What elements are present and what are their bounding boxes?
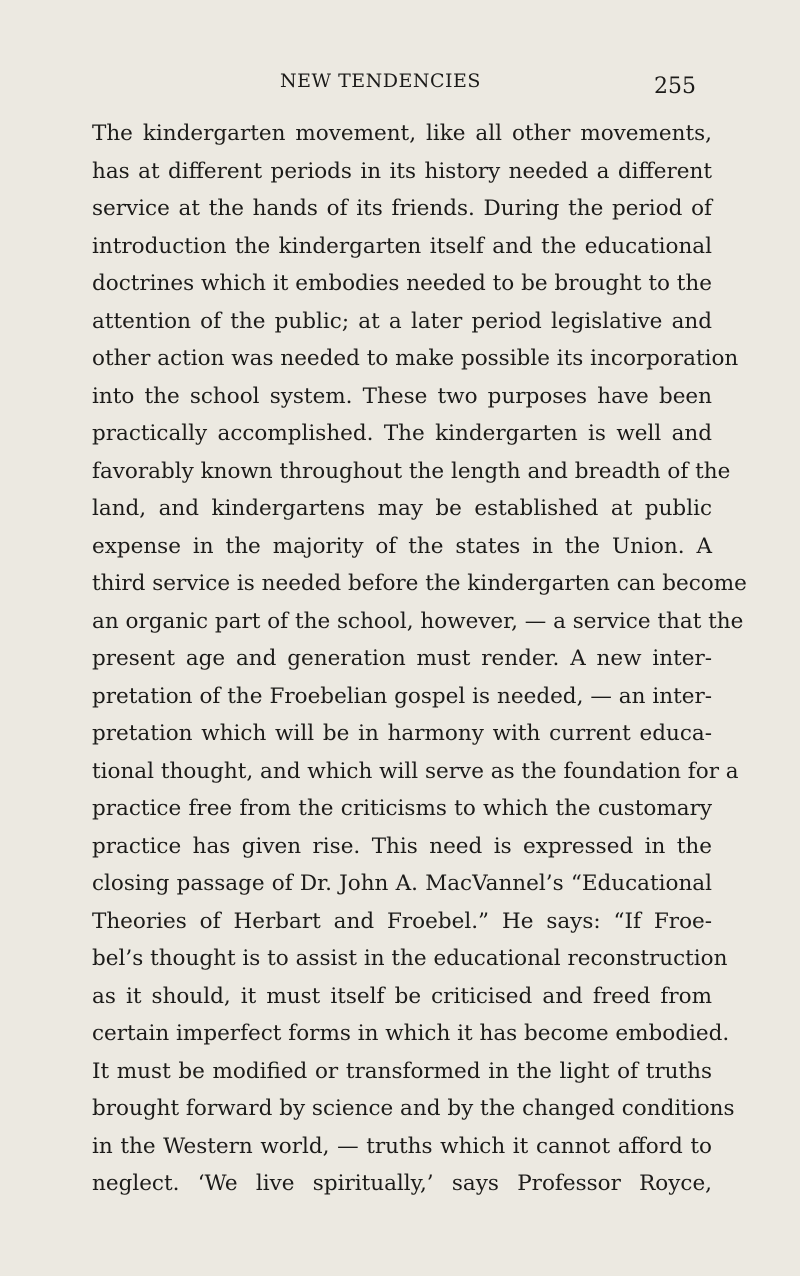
text-line: The kindergarten movement, like all other movements, [92,121,712,146]
text-line: practice has given rise. This need is expressed in the [92,833,712,859]
text-line: neglect. ‘We live spiritually,’ says Professor Royce, [92,1171,712,1196]
text-line: doctrines which it embodies needed to be brought to the [92,271,712,296]
text-line: has at different periods in its history needed a different [92,158,712,184]
text-line: It must be modified or transformed in the light of truths [92,1058,712,1084]
text-line: other action was needed to make possible its incorporation [92,346,739,371]
text-line: introduction the kindergarten itself and the educational [92,233,712,259]
text-line: expense in the majority of the states in the Union. A [92,533,712,559]
text-line: favorably known throughout the length and breadth of the [92,458,731,484]
text-line: third service is needed before the kindergarten can become [92,571,747,596]
text-line: service at the hands of its friends. During the period of [92,196,712,221]
text-line: brought forward by science and by the changed conditions [92,1096,735,1121]
text-line: attention of the public; at a later period legislative and [92,308,712,334]
text-line: an organic part of the school, however, — a service that the [92,608,744,634]
text-line: practically accomplished. The kindergarten is well and [92,421,712,446]
text-line: as it should, it must itself be criticised and freed from [92,983,712,1009]
text-line: Theories of Herbart and Froebel.” He says: “If Froe- [92,908,712,934]
text-line: in the Western world, — truths which it cannot afford to [92,1133,712,1159]
page-number: 255 [654,74,696,99]
text-line: closing passage of Dr. John A. MacVannel’s “Educational [92,871,712,896]
text-line: certain imperfect forms in which it has become embodied. [92,1021,730,1046]
text-line: tional thought, and which will serve as the foundation for a [92,758,739,784]
text-line: bel’s thought is to assist in the educational reconstruction [92,946,728,971]
text-line: present age and generation must render. A new inter- [92,646,712,671]
text-line: pretation of the Froebelian gospel is needed, — an inter- [92,683,712,709]
text-line: pretation which will be in harmony with current educa- [92,721,712,746]
running-head [0,66,800,99]
text-line: into the school system. These two purposes have been [92,383,712,409]
text-line: practice free from the criticisms to which the customary [92,796,712,821]
body-text [92,115,747,1203]
text-line: land, and kindergartens may be established at public [92,496,712,521]
running-title: NEW TENDENCIES [280,70,481,92]
